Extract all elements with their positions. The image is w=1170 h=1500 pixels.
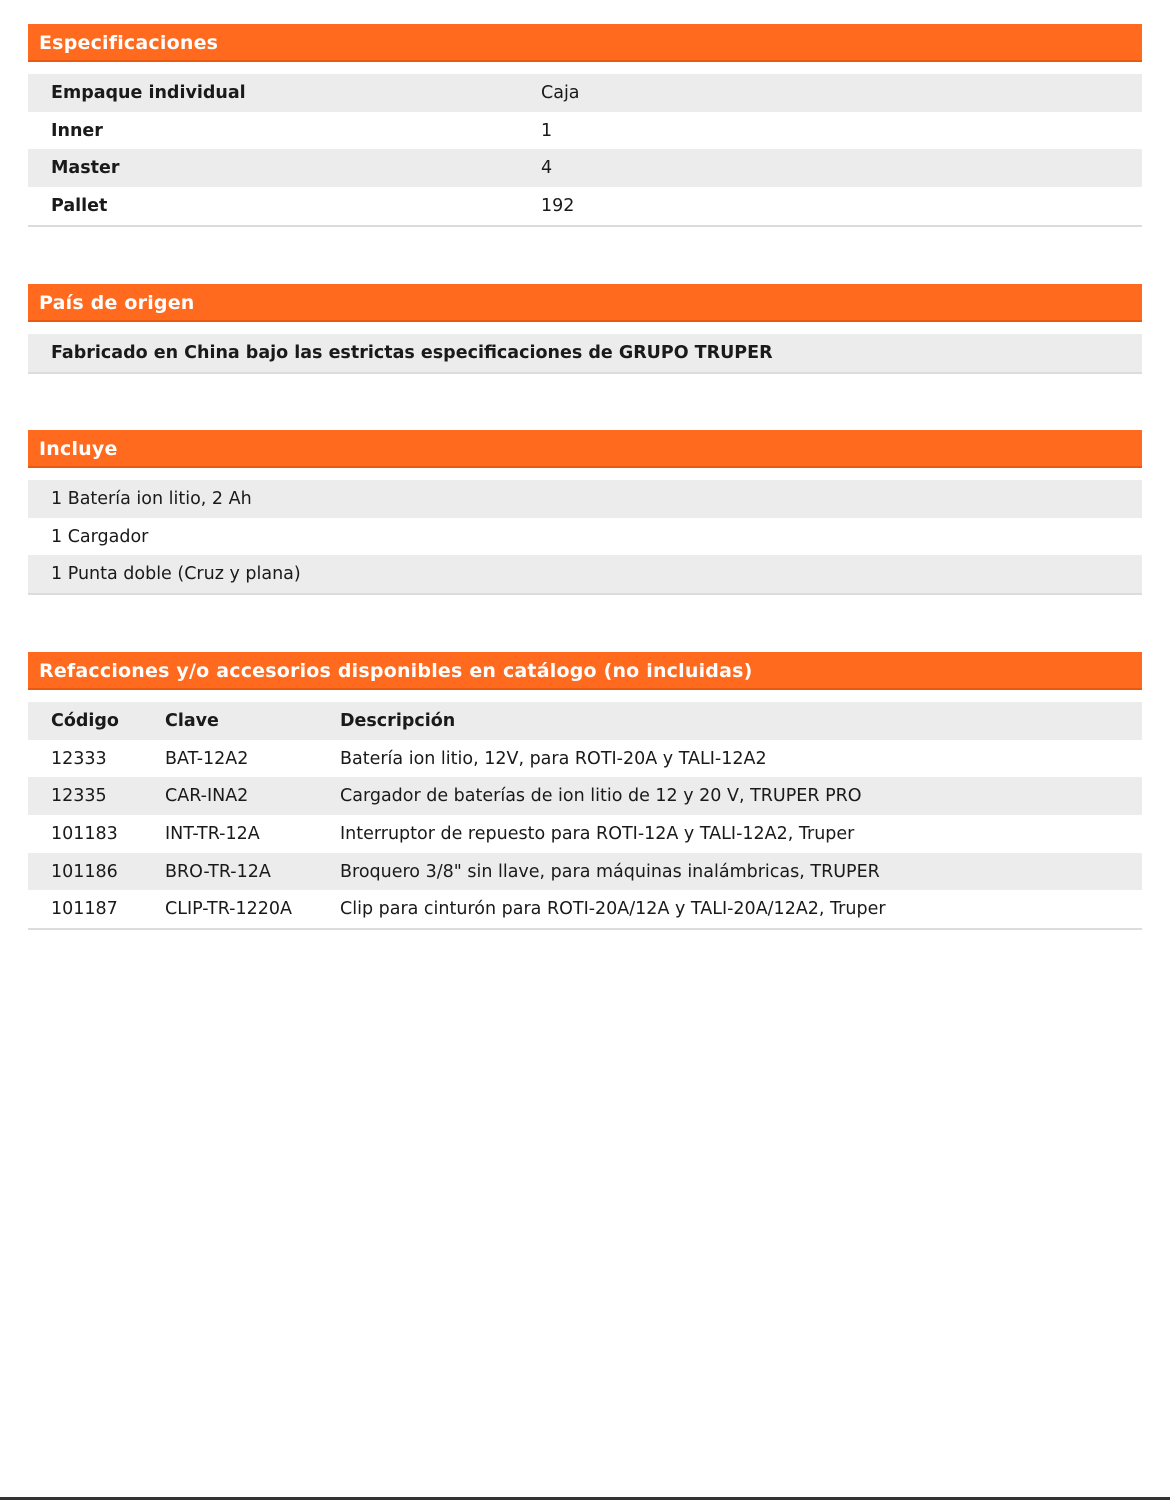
spec-row <box>28 74 1142 112</box>
cell-clave: CAR-INA2 <box>165 786 249 807</box>
table-header-row <box>28 702 1142 740</box>
list-item-text: 1 Batería ion litio, 2 Ah <box>51 488 252 509</box>
spec-value: Caja <box>541 82 580 103</box>
table-row <box>28 890 1142 928</box>
cell-codigo: 101187 <box>51 899 118 920</box>
spec-label: Master <box>51 158 120 179</box>
section-title: Especificaciones <box>28 24 1142 62</box>
list-item <box>28 555 1142 593</box>
table-row <box>28 815 1142 853</box>
list-item-text: 1 Punta doble (Cruz y plana) <box>51 564 301 585</box>
list-item <box>28 480 1142 518</box>
list-item-text: 1 Cargador <box>51 526 149 547</box>
spec-label: Inner <box>51 120 103 141</box>
origin-row <box>28 334 1142 372</box>
cell-clave: BRO-TR-12A <box>165 861 271 882</box>
spec-row <box>28 149 1142 187</box>
section-pais-de-origen <box>28 284 1142 374</box>
spec-label: Empaque individual <box>51 82 246 103</box>
section-title: Incluye <box>28 430 1142 468</box>
cell-descripcion: Interruptor de repuesto para ROTI-12A y TALI-12A2, Truper <box>340 823 855 844</box>
spec-value: 1 <box>541 120 553 141</box>
spec-row <box>28 112 1142 150</box>
section-especificaciones <box>28 24 1142 227</box>
list-item <box>28 518 1142 556</box>
cell-clave: INT-TR-12A <box>165 823 260 844</box>
origin-text: Fabricado en China bajo las estrictas especificaciones de GRUPO TRUPER <box>51 342 773 363</box>
cell-descripcion: Cargador de baterías de ion litio de 12 y 20 V, TRUPER PRO <box>340 786 862 807</box>
spec-value: 4 <box>541 158 553 179</box>
section-refacciones <box>28 652 1142 930</box>
cell-descripcion: Broquero 3/8" sin llave, para máquinas inalámbricas, TRUPER <box>340 861 880 882</box>
cell-descripcion: Clip para cinturón para ROTI-20A/12A y TALI-20A/12A2, Truper <box>340 899 886 920</box>
parts-table <box>28 702 1142 930</box>
spec-table <box>28 74 1142 227</box>
cell-clave: BAT-12A2 <box>165 748 249 769</box>
spec-label: Pallet <box>51 195 108 216</box>
includes-list <box>28 480 1142 595</box>
column-header-descripcion: Descripción <box>340 710 456 731</box>
cell-codigo: 12335 <box>51 786 107 807</box>
origin-table <box>28 334 1142 374</box>
column-header-codigo: Código <box>51 710 119 731</box>
section-title: Refacciones y/o accesorios disponibles en catálogo (no incluidas) <box>28 652 1142 690</box>
cell-codigo: 101186 <box>51 861 118 882</box>
spec-value: 192 <box>541 195 575 216</box>
cell-codigo: 101183 <box>51 823 118 844</box>
column-header-clave: Clave <box>165 710 219 731</box>
cell-descripcion: Batería ion litio, 12V, para ROTI-20A y TALI-12A2 <box>340 748 767 769</box>
table-row <box>28 740 1142 778</box>
cell-clave: CLIP-TR-1220A <box>165 899 292 920</box>
cell-codigo: 12333 <box>51 748 107 769</box>
table-row <box>28 777 1142 815</box>
section-title: País de origen <box>28 284 1142 322</box>
table-row <box>28 853 1142 891</box>
section-incluye <box>28 430 1142 595</box>
spec-row <box>28 187 1142 225</box>
